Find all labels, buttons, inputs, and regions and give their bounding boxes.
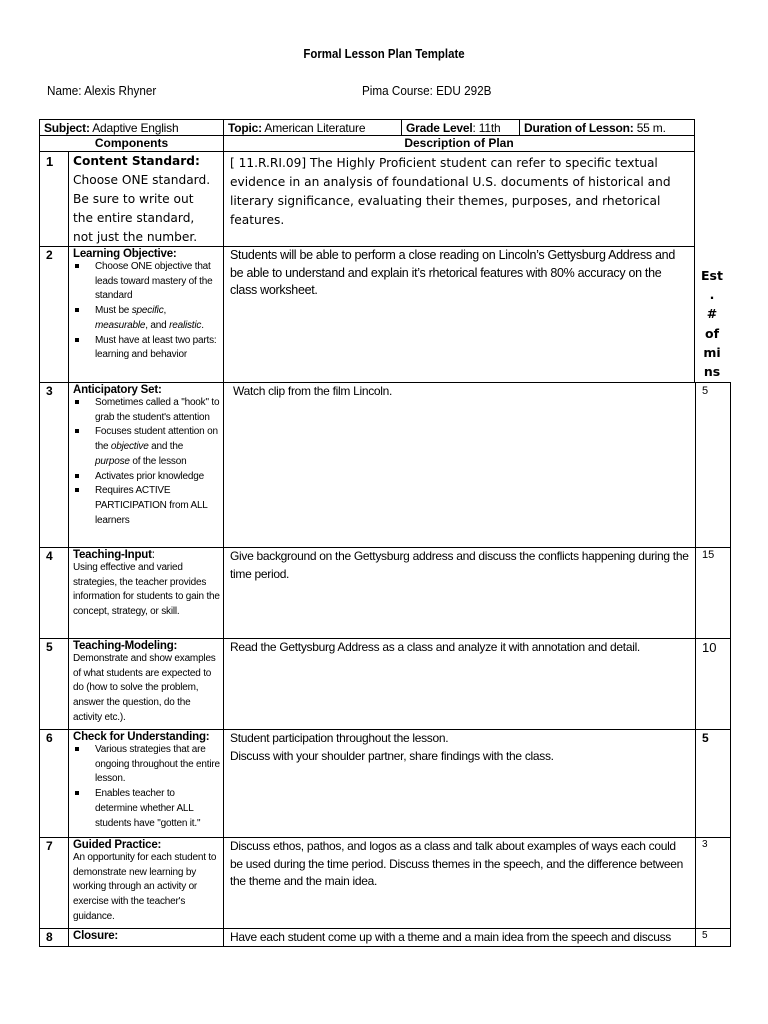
est-label-part: of <box>704 325 720 341</box>
teaching-input-body: Using effective and varied strategies, the teacher provides information for students to gain the concept, strategy, or skill. <box>73 562 220 618</box>
list-item: Requires ACTIVE PARTICIPATION from ALL learners <box>73 484 220 528</box>
row-3-description: Watch clip from the film Lincoln. <box>223 382 696 548</box>
content-standard-title: Content Standard: <box>73 154 200 168</box>
content-standard-line-3: Be sure to write out <box>73 192 194 206</box>
topic-value: American Literature <box>264 121 366 135</box>
est-label-part: . <box>709 287 715 303</box>
row-8-description: Have each student come up with a theme and a main idea from the speech and discuss <box>223 928 696 947</box>
row-6-component <box>68 729 223 838</box>
list-item: Choose ONE objective that leads toward mastery of the standard <box>73 260 220 304</box>
row-5-component <box>68 638 223 730</box>
bullet-text: of the lesson <box>129 455 187 467</box>
bullet-italic: purpose <box>95 455 130 467</box>
bullet-italic: measurable <box>95 319 146 331</box>
row-3-component <box>68 382 223 548</box>
row-3-number: 3 <box>39 382 68 548</box>
row-4-minutes: 15 <box>695 547 731 639</box>
bullet-italic: specific <box>131 305 164 317</box>
bullet-text: . <box>201 319 204 331</box>
bullet-text: , <box>163 305 167 317</box>
row-4-number: 4 <box>39 547 68 639</box>
content-standard-line-5: not just the number. <box>73 230 198 244</box>
row-2-description: Students will be able to perform a close reading on Lincoln’s Gettysburg Address and be able to understand and explain it’s rhetorical features with 80% accuracy on the class worksheet. <box>223 246 695 383</box>
bullet-text: Focuses student attention on the <box>95 426 218 453</box>
row-2-component <box>68 246 223 383</box>
duration-cell <box>519 119 695 136</box>
row-7-minutes: 3 <box>695 837 731 929</box>
learning-objective-bullets <box>73 260 220 363</box>
list-item: Must have at least two parts: learning and behavior <box>73 334 220 363</box>
anticipatory-set-bullets <box>73 396 220 528</box>
duration-value: 55 m. <box>636 121 666 135</box>
row-4-component <box>68 547 223 639</box>
list-item <box>73 304 220 333</box>
grade-cell <box>401 119 519 136</box>
est-label-part: ns <box>703 364 721 380</box>
components-header-label: Components <box>94 136 169 150</box>
duration-label: Duration of Lesson: <box>524 121 634 135</box>
row-4-description: Give background on the Gettysburg address and discuss the conflicts happening during the time period. <box>223 547 696 639</box>
bullet-text: and the <box>148 441 184 453</box>
topic-cell <box>223 119 401 136</box>
grade-label: Grade Level <box>406 121 473 135</box>
subject-cell <box>39 119 223 136</box>
est-label-part: mi <box>703 344 721 360</box>
teaching-modeling-title: Teaching-Modeling: <box>73 640 178 652</box>
teaching-input-title-text: Teaching-Input <box>73 549 152 561</box>
row-5-number: 5 <box>39 638 68 730</box>
guided-practice-title: Guided Practice: <box>73 839 162 851</box>
est-mins-label <box>700 266 724 381</box>
subject-value: Adaptive English <box>92 121 179 135</box>
bullet-text: , and <box>145 319 170 331</box>
teaching-input-title <box>73 549 220 561</box>
components-header <box>39 135 223 152</box>
list-item: Various strategies that are ongoing throughout the entire lesson. <box>73 743 220 787</box>
row-7-description: Discuss ethos, pathos, and logos as a class and talk about examples of ways each could be used during the time period. Discuss themes in the speech, and the difference between the theme and the main idea. <box>223 837 696 929</box>
check-understanding-bullets <box>73 743 220 831</box>
row-6-minutes: 5 <box>695 729 731 838</box>
row-6-description <box>223 729 696 838</box>
teaching-input-title-suffix: : <box>151 549 155 561</box>
row-6-description-line: Student participation throughout the lesson. <box>230 731 449 745</box>
course-code: Pima Course: EDU 292B <box>362 83 492 98</box>
list-item: Activates prior knowledge <box>73 470 220 485</box>
teacher-name: Name: Alexis Rhyner <box>47 83 157 98</box>
description-header-label: Description of Plan <box>404 136 514 150</box>
list-item: Enables teacher to determine whether ALL students have "gotten it." <box>73 787 220 831</box>
row-6-number: 6 <box>39 729 68 838</box>
row-8-minutes: 5 <box>695 928 731 947</box>
check-understanding-title: Check for Understanding: <box>73 731 210 743</box>
learning-objective-title: Learning Objective: <box>73 248 177 260</box>
row-8-component <box>68 928 223 947</box>
grade-value: : 11th <box>472 121 501 135</box>
list-item <box>73 425 220 469</box>
row-1-number: 1 <box>39 151 68 247</box>
row-5-minutes: 10 <box>695 638 731 730</box>
topic-label: Topic: <box>228 121 262 135</box>
guided-practice-body: An opportunity for each student to demonstrate new learning by working through an activity or exercise with the teacher's guidance. <box>73 852 217 922</box>
row-3-minutes: 5 <box>695 382 731 548</box>
subject-label: Subject: <box>44 121 90 135</box>
description-header <box>223 135 695 152</box>
content-standard-line-4: the entire standard, <box>73 211 195 225</box>
bullet-italic: realistic <box>169 319 202 331</box>
est-label-part: # <box>706 306 718 322</box>
bullet-italic: objective <box>110 441 149 453</box>
est-label-part: Est <box>701 268 723 283</box>
row-1-component <box>68 151 223 247</box>
row-5-description: Read the Gettysburg Address as a class and analyze it with annotation and detail. <box>223 638 696 730</box>
content-standard-line-2: Choose ONE standard. <box>73 173 211 187</box>
anticipatory-set-title: Anticipatory Set: <box>73 384 162 396</box>
content-standard-instructions <box>73 152 221 247</box>
list-item: Sometimes called a "hook" to grab the student's attention <box>73 396 220 425</box>
closure-title: Closure: <box>73 930 119 942</box>
row-1-description: [ 11.R.RI.09] The Highly Proficient student can refer to specific textual evidence in an analysis of foundational U.S. documents of historical and literary significance, evaluating their themes, purposes, and rhetorical features. <box>223 151 695 247</box>
row-8-number: 8 <box>39 928 68 947</box>
row-2-number: 2 <box>39 246 68 383</box>
row-7-component <box>68 837 223 929</box>
teaching-modeling-body: Demonstrate and show examples of what students are expected to do (how to solve the problem, answer the question, do the activity etc.). <box>73 653 216 723</box>
document-title: Formal Lesson Plan Template <box>303 46 465 61</box>
bullet-text: Must be <box>95 305 132 317</box>
row-6-description-line: Discuss with your shoulder partner, share findings with the class. <box>230 748 554 763</box>
row-7-number: 7 <box>39 837 68 929</box>
